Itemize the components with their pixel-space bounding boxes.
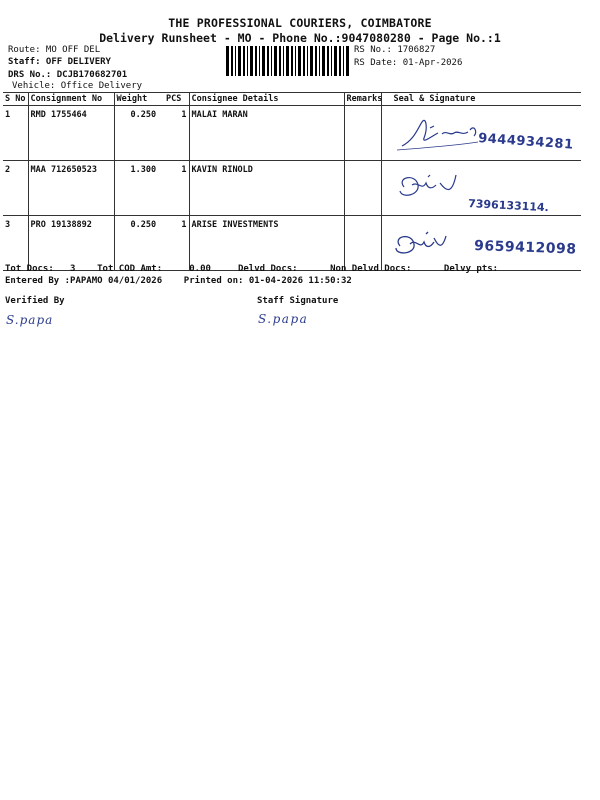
barcode-bar	[235, 46, 236, 76]
row-pcs: 1	[164, 216, 189, 271]
col-remarks: Remarks	[344, 93, 381, 106]
drs-number: DRS No.: DCJB170682701	[8, 70, 128, 80]
signature-underline	[397, 142, 478, 150]
row-weight: 0.250	[114, 106, 164, 161]
row-consignee: ARISE INVESTMENTS	[189, 216, 344, 271]
table-row	[3, 216, 581, 271]
vehicle-text: Vehicle: Office Delivery	[12, 81, 143, 91]
col-signature: Seal & Signature	[381, 93, 581, 106]
barcode-bar	[267, 46, 269, 76]
barcode-bar	[327, 46, 329, 76]
row-weight: 0.250	[114, 216, 164, 271]
barcode-bar	[339, 46, 341, 76]
barcode-bar	[283, 46, 284, 76]
barcode-bar	[271, 46, 272, 76]
barcode-bar	[231, 46, 233, 76]
signature-scribble	[396, 232, 446, 253]
barcode-bar	[279, 46, 281, 76]
signature-scribble	[402, 120, 476, 146]
staff-text: Staff: OFF DELIVERY	[8, 57, 111, 67]
table-row	[3, 161, 581, 216]
row-consignment: PRO 19138892	[28, 216, 114, 271]
barcode-bar	[243, 46, 245, 76]
row-pcs: 1	[164, 106, 189, 161]
signature-scribble	[400, 175, 456, 195]
barcode-bar	[346, 46, 349, 76]
row-consignment: MAA 712650523	[28, 161, 114, 216]
row-remarks	[344, 161, 381, 216]
barcode-bar	[226, 46, 229, 76]
rs-number: RS No.: 1706827	[354, 45, 436, 55]
signature-phone: 9659412098	[473, 238, 577, 258]
barcode-bar	[250, 46, 253, 76]
verified-handwriting: S.papa	[6, 313, 54, 327]
row-sno: 3	[3, 216, 28, 271]
col-pcs: PCS	[164, 93, 189, 106]
row-consignment: RMD 1755464	[28, 106, 114, 161]
runsheet-subtitle: Delivery Runsheet - MO - Phone No.:9047080280 - Page No.:1	[99, 31, 501, 45]
barcode-bar	[295, 46, 296, 76]
col-consignment: Consignment No	[28, 93, 114, 106]
row-pcs: 1	[164, 161, 189, 216]
row-signature	[381, 161, 581, 216]
barcode-bar	[307, 46, 308, 76]
row-consignee: MALAI MARAN	[189, 106, 344, 161]
barcode-bar	[238, 46, 241, 76]
signature-phone: 7396133114.	[467, 197, 549, 215]
col-weight: Weight	[114, 93, 164, 106]
barcode-bar	[331, 46, 332, 76]
barcode-bar	[319, 46, 320, 76]
table-row	[3, 106, 581, 161]
barcode-bar	[262, 46, 265, 76]
entered-by-line: Entered By :PAPAMO 04/01/2026 Printed on: 01-04-2026 11:50:32	[5, 276, 352, 286]
verified-by-label: Verified By	[5, 296, 65, 306]
totals-line: Tot Docs: 3 Tot COD Amt: 0.00 Delvd Docs: Non Delvd Docs: Delvy pts:	[5, 264, 499, 274]
barcode-bar	[343, 46, 344, 76]
staff-signature	[254, 306, 344, 330]
barcode-bar	[303, 46, 305, 76]
staff-signature-label: Staff Signature	[257, 296, 339, 306]
barcode-bar	[255, 46, 257, 76]
barcode-bar	[274, 46, 277, 76]
barcode-bar	[322, 46, 325, 76]
row-weight: 1.300	[114, 161, 164, 216]
row-remarks	[344, 106, 381, 161]
row-signature	[381, 106, 581, 161]
row-sno: 2	[3, 161, 28, 216]
barcode-bar	[315, 46, 317, 76]
verified-signature	[2, 306, 82, 330]
runsheet-table	[3, 92, 581, 271]
staff-handwriting: S.papa	[258, 312, 309, 326]
barcode-bar	[259, 46, 260, 76]
barcode-bar	[334, 46, 337, 76]
table-header-row	[3, 93, 581, 106]
signature-phone: 9444934281	[477, 131, 574, 153]
barcode-bar	[291, 46, 293, 76]
row-signature	[381, 216, 581, 271]
company-title: THE PROFESSIONAL COURIERS, COIMBATORE	[168, 16, 432, 30]
barcode-bar	[298, 46, 301, 76]
barcode-bar	[286, 46, 289, 76]
col-sno: S No	[3, 93, 28, 106]
barcode-bar	[310, 46, 313, 76]
col-consignee: Consignee Details	[189, 93, 344, 106]
rs-date: RS Date: 01-Apr-2026	[354, 58, 463, 68]
barcode-bar	[247, 46, 248, 76]
row-consignee: KAVIN RINOLD	[189, 161, 344, 216]
row-sno: 1	[3, 106, 28, 161]
barcode-image	[226, 46, 350, 76]
row-remarks	[344, 216, 381, 271]
route-text: Route: MO OFF DEL	[8, 45, 101, 55]
